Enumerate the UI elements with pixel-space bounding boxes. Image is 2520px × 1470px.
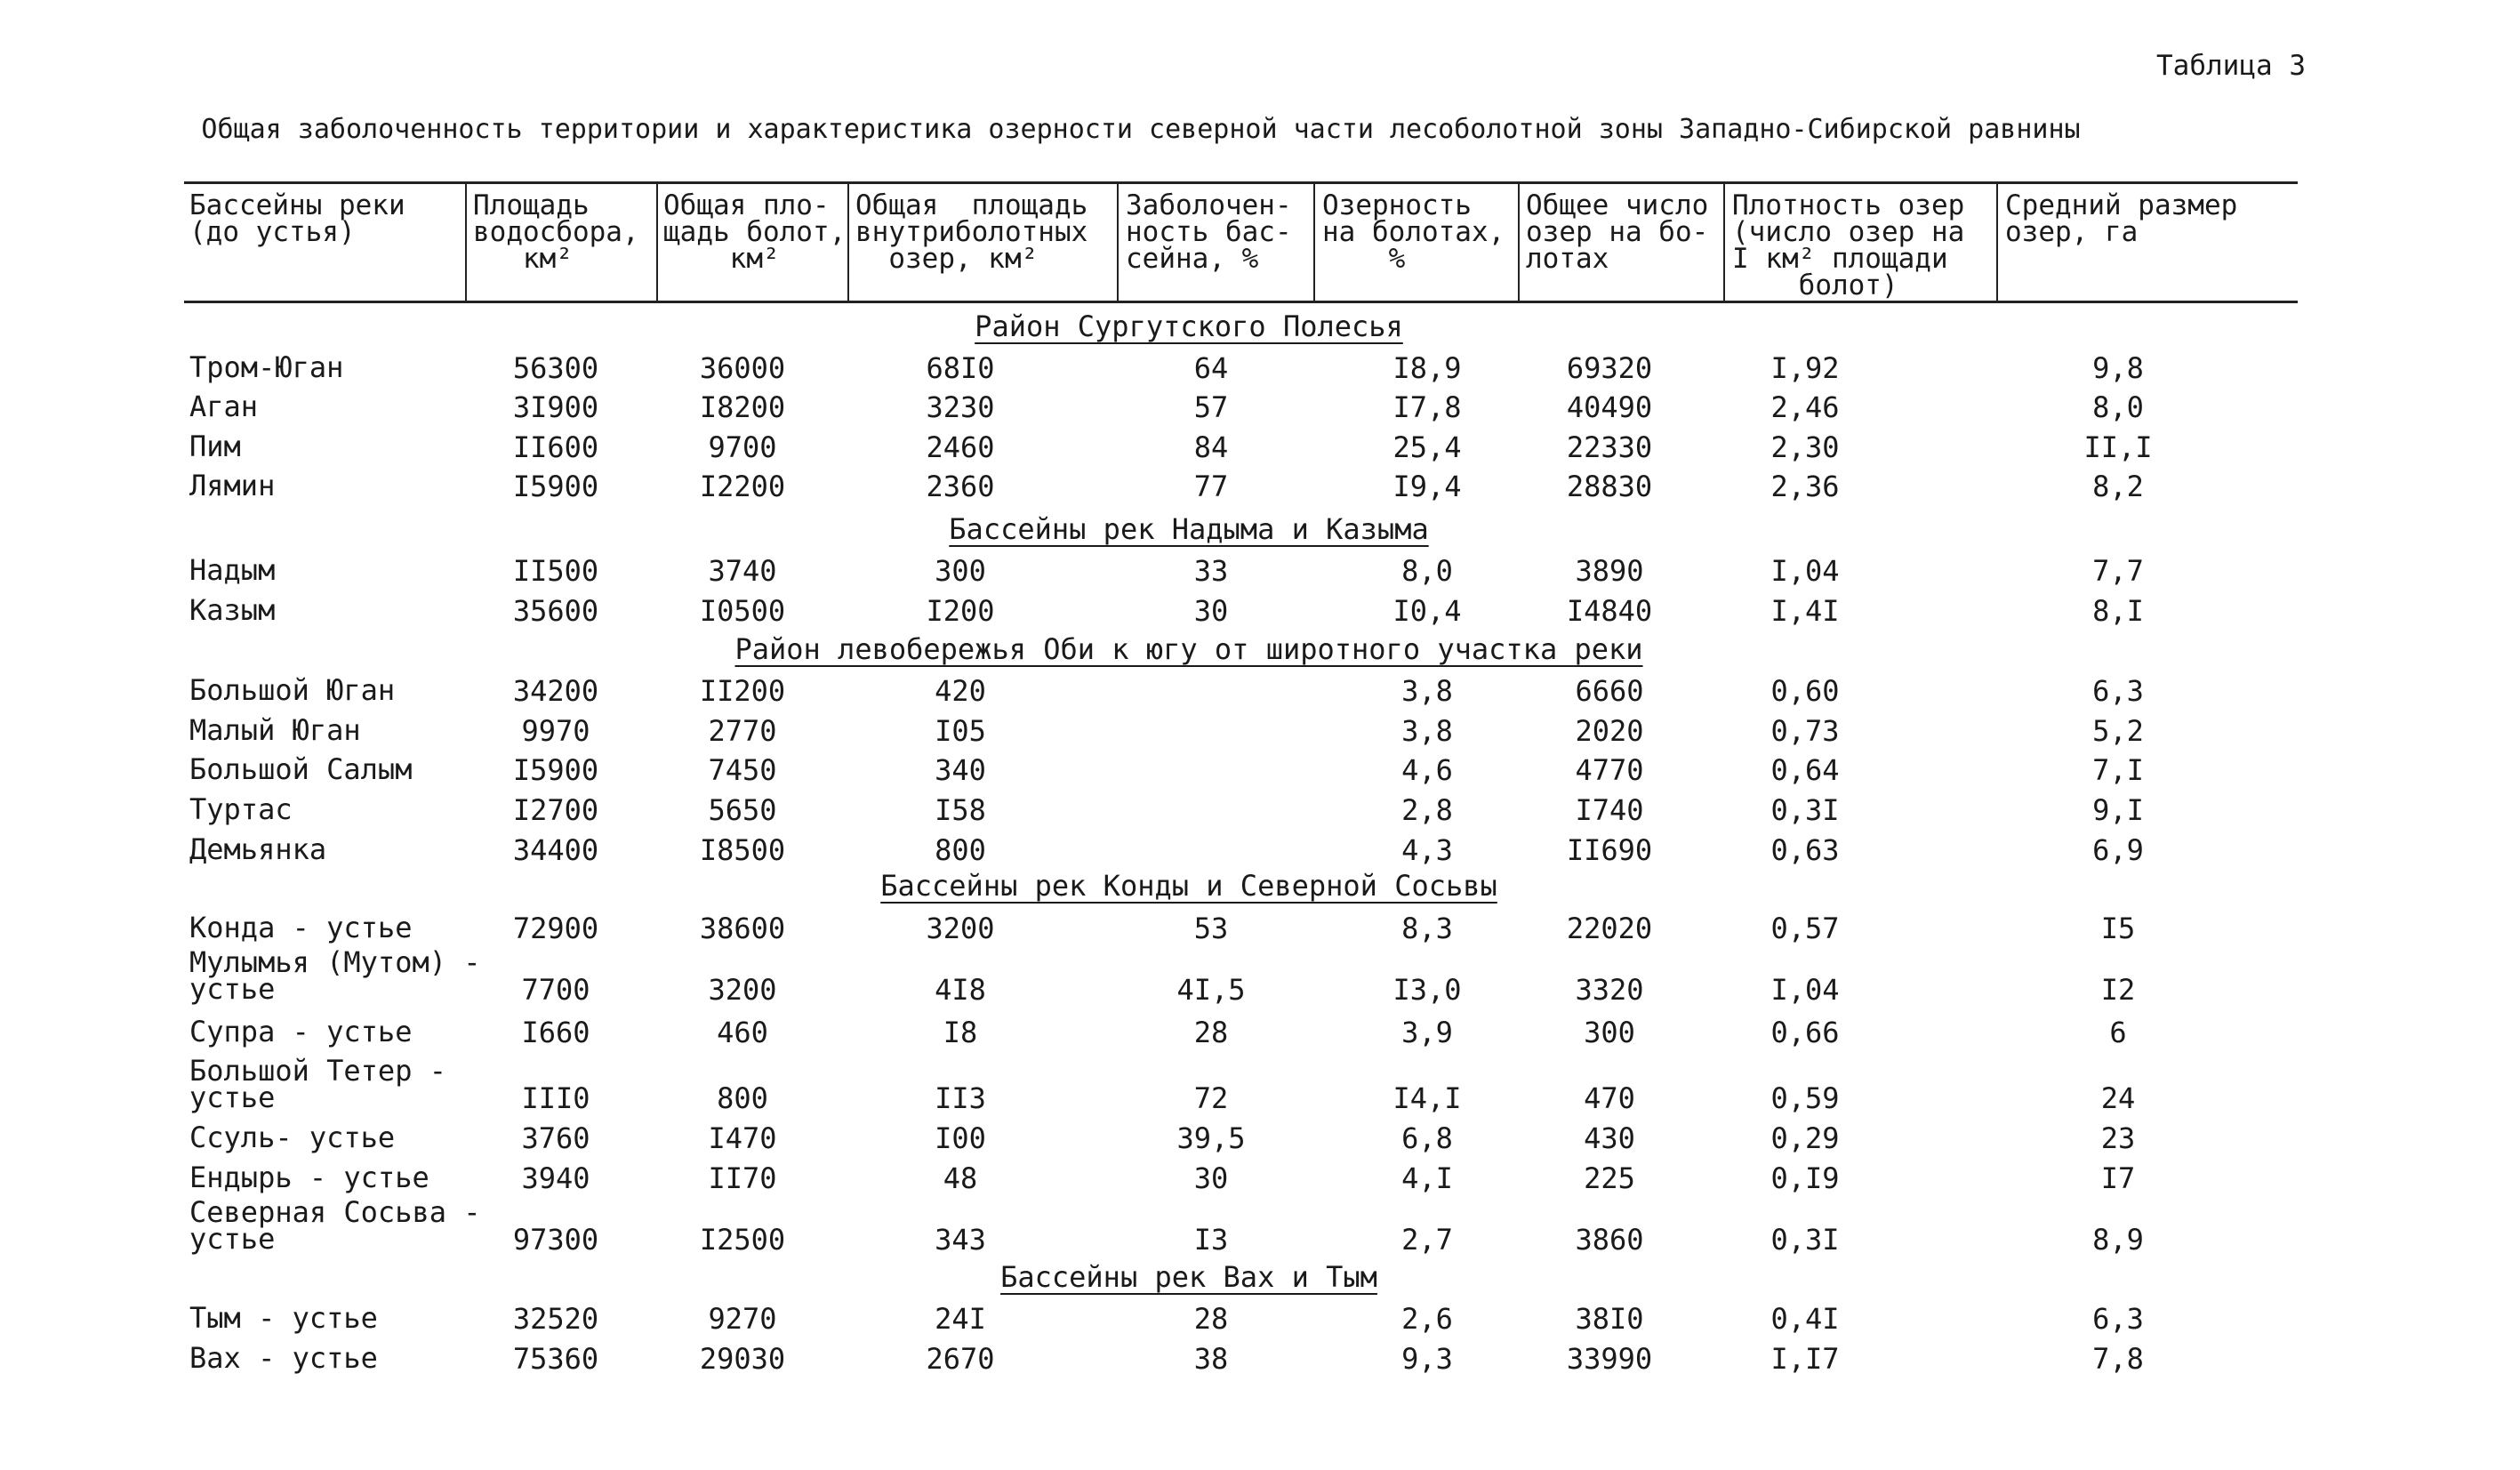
basin-name: Надым: [189, 553, 276, 587]
table-cell: 2770: [708, 714, 777, 748]
table-cell: II500: [512, 554, 599, 588]
table-cell: 48: [943, 1161, 978, 1195]
table-cell: 9,3: [1401, 1342, 1453, 1376]
table-cell: 6,3: [2092, 674, 2144, 708]
header-catchment-area: Площадь водосбора, км²: [473, 189, 639, 275]
table-cell: 470: [1584, 1081, 1635, 1115]
table-cell: 39,5: [1176, 1121, 1246, 1155]
table-cell: 4770: [1575, 753, 1644, 787]
column-divider: [656, 183, 658, 301]
basin-name: Вах - устье: [189, 1341, 378, 1375]
table-cell: I4,I: [1392, 1081, 1462, 1115]
table-cell: I,04: [1770, 554, 1840, 588]
table-cell: 6,8: [1401, 1121, 1453, 1155]
table-cell: I,I7: [1770, 1342, 1840, 1376]
table-cell: 30: [1193, 1161, 1229, 1195]
table-cell: 28830: [1566, 470, 1653, 503]
table-cell: 2,46: [1770, 390, 1840, 424]
table-cell: 8,0: [1401, 554, 1453, 588]
column-divider: [1996, 183, 1998, 301]
section-title: Район Сургутского Полесья: [975, 309, 1403, 343]
table-cell: 5650: [708, 793, 777, 827]
table-cell: 0,29: [1770, 1121, 1840, 1155]
table-cell: 0,73: [1770, 714, 1840, 748]
table-cell: 0,I9: [1770, 1161, 1840, 1195]
basin-name: Пим: [189, 430, 241, 463]
table-cell: 24: [2100, 1081, 2136, 1115]
table-cell: I,92: [1770, 351, 1840, 385]
table-cell: 34200: [512, 674, 599, 708]
table-cell: I7: [2100, 1161, 2136, 1195]
basin-name: Лямин: [189, 469, 276, 502]
table-cell: 35600: [512, 594, 599, 628]
table-cell: 0,64: [1770, 753, 1840, 787]
table-cell: 33990: [1566, 1342, 1653, 1376]
table-cell: 6660: [1575, 674, 1644, 708]
table-cell: 0,60: [1770, 674, 1840, 708]
table-cell: 225: [1584, 1161, 1635, 1195]
table-cell: 77: [1193, 470, 1229, 503]
table-cell: II3: [935, 1081, 986, 1115]
table-cell: 40490: [1566, 390, 1653, 424]
table-cell: 28: [1193, 1016, 1229, 1049]
table-cell: 4,3: [1401, 833, 1453, 867]
table-cell: 68I0: [926, 351, 995, 385]
table-cell: I740: [1575, 793, 1644, 827]
table-cell: I7,8: [1392, 390, 1462, 424]
header-lake-count: Общее число озер на бо- лотах: [1526, 189, 1709, 275]
table-cell: II690: [1566, 833, 1653, 867]
table-cell: I660: [521, 1016, 590, 1049]
table-cell: 420: [935, 674, 986, 708]
table-cell: 2,36: [1770, 470, 1840, 503]
table-cell: 3740: [708, 554, 777, 588]
table-cell: 0,59: [1770, 1081, 1840, 1115]
table-cell: I8500: [699, 833, 786, 867]
table-cell: 460: [717, 1016, 768, 1049]
table-cell: 38: [1193, 1342, 1229, 1376]
table-cell: 7450: [708, 753, 777, 787]
basin-name: Малый Юган: [189, 713, 361, 747]
table-cell: 64: [1193, 351, 1229, 385]
table-cell: I3: [1193, 1223, 1229, 1257]
header-basin: Бассейны реки (до устья): [189, 189, 405, 248]
table-cell: 75360: [512, 1342, 599, 1376]
table-cell: 72: [1193, 1081, 1229, 1115]
table-cell: 4,I: [1401, 1161, 1453, 1195]
section-title: Район левобережья Оби к югу от широтного участка реки: [734, 632, 1643, 666]
header-rule-bottom: [184, 301, 2298, 303]
table-cell: 38I0: [1575, 1302, 1644, 1336]
basin-name: Северная Сосьва - устье: [189, 1195, 481, 1256]
table-cell: I00: [935, 1121, 986, 1155]
basin-name: Ссуль- устье: [189, 1121, 396, 1154]
header-paludification: Заболочен- ность бас- сейна, %: [1126, 189, 1292, 275]
table-cell: I2200: [699, 470, 786, 503]
table-cell: 0,4I: [1770, 1302, 1840, 1336]
table-cell: 7,I: [2092, 753, 2144, 787]
basin-name: Казым: [189, 593, 276, 627]
table-cell: I3,0: [1392, 973, 1462, 1007]
table-cell: 9700: [708, 430, 777, 464]
table-cell: 3,8: [1401, 674, 1453, 708]
table-cell: 84: [1193, 430, 1229, 464]
table-cell: 7,8: [2092, 1342, 2144, 1376]
table-cell: 3200: [708, 973, 777, 1007]
table-cell: I8200: [699, 390, 786, 424]
table-cell: I2: [2100, 973, 2136, 1007]
column-divider: [847, 183, 849, 301]
table-cell: 2,30: [1770, 430, 1840, 464]
table-cell: I5900: [512, 753, 599, 787]
table-cell: 4,6: [1401, 753, 1453, 787]
column-divider: [465, 183, 467, 301]
table-cell: 4I8: [935, 973, 986, 1007]
basin-name: Тром-Юган: [189, 350, 344, 384]
table-cell: 6: [2109, 1016, 2127, 1049]
table-cell: 3320: [1575, 973, 1644, 1007]
table-cell: 3I900: [512, 390, 599, 424]
table-cell: 7,7: [2092, 554, 2144, 588]
column-divider: [1723, 183, 1725, 301]
table-cell: 5,2: [2092, 714, 2144, 748]
table-cell: 2020: [1575, 714, 1644, 748]
table-cell: 29030: [699, 1342, 786, 1376]
table-cell: I,04: [1770, 973, 1840, 1007]
table-cell: 57: [1193, 390, 1229, 424]
header-bog-area: Общая пло- щадь болот, км²: [663, 189, 847, 275]
header-lake-area: Общая площадь внутриболотных озер, км²: [855, 189, 1088, 275]
table-cell: 800: [935, 833, 986, 867]
header-lake-density: Плотность озер (число озер на I км² площади болот): [1732, 189, 1965, 301]
column-divider: [1117, 183, 1119, 301]
table-cell: 6,3: [2092, 1302, 2144, 1336]
basin-name: Большой Салым: [189, 752, 413, 786]
table-cell: 0,66: [1770, 1016, 1840, 1049]
table-cell: I0,4: [1392, 594, 1462, 628]
table-cell: I0500: [699, 594, 786, 628]
table-cell: 3940: [521, 1161, 590, 1195]
table-cell: 343: [935, 1223, 986, 1257]
table-cell: 0,57: [1770, 912, 1840, 945]
section-title: Бассейны рек Надыма и Казыма: [949, 512, 1429, 546]
basin-name: Мулымья (Мутом) - устье: [189, 945, 481, 1006]
table-cell: 24I: [935, 1302, 986, 1336]
table-number: Таблица 3: [2156, 50, 2306, 82]
table-cell: 97300: [512, 1223, 599, 1257]
basin-name: Большой Юган: [189, 673, 396, 707]
basin-name: Конда - устье: [189, 911, 413, 944]
basin-name: Ендырь - устье: [189, 1161, 429, 1194]
table-cell: 23: [2100, 1121, 2136, 1155]
section-title: Бассейны рек Конды и Северной Сосьвы: [880, 869, 1497, 903]
table-cell: 340: [935, 753, 986, 787]
table-cell: 7700: [521, 973, 590, 1007]
section-title: Бассейны рек Вах и Тым: [1000, 1260, 1377, 1294]
column-divider: [1518, 183, 1520, 301]
table-cell: 300: [935, 554, 986, 588]
header-mean-size: Средний размер озер, га: [2005, 189, 2238, 248]
table-cell: 8,2: [2092, 470, 2144, 503]
table-cell: 69320: [1566, 351, 1653, 385]
table-cell: 2,6: [1401, 1302, 1453, 1336]
table-cell: III0: [521, 1081, 590, 1115]
table-cell: I5: [2100, 912, 2136, 945]
table-cell: 4I,5: [1176, 973, 1246, 1007]
table-cell: II600: [512, 430, 599, 464]
table-cell: 25,4: [1392, 430, 1462, 464]
table-cell: 22020: [1566, 912, 1653, 945]
table-cell: 3,9: [1401, 1016, 1453, 1049]
table-cell: 6,9: [2092, 833, 2144, 867]
table-cell: 2460: [926, 430, 995, 464]
table-cell: 56300: [512, 351, 599, 385]
table-cell: I2700: [512, 793, 599, 827]
table-cell: 0,3I: [1770, 1223, 1840, 1257]
table-cell: I4840: [1566, 594, 1653, 628]
basin-name: Супра - устье: [189, 1015, 413, 1048]
basin-name: Аган: [189, 390, 259, 423]
basin-name: Большой Тетер - устье: [189, 1054, 446, 1114]
table-cell: 22330: [1566, 430, 1653, 464]
basin-name: Туртас: [189, 792, 293, 826]
column-divider: [1313, 183, 1315, 301]
table-cell: 38600: [699, 912, 786, 945]
table-cell: 8,9: [2092, 1223, 2144, 1257]
basin-name: Тым - устье: [189, 1301, 378, 1335]
table-cell: 8,3: [1401, 912, 1453, 945]
table-cell: I8: [943, 1016, 978, 1049]
table-cell: I470: [708, 1121, 777, 1155]
table-cell: 3,8: [1401, 714, 1453, 748]
table-cell: 9270: [708, 1302, 777, 1336]
table-cell: I5900: [512, 470, 599, 503]
table-cell: 2670: [926, 1342, 995, 1376]
table-cell: 34400: [512, 833, 599, 867]
table-cell: 53: [1193, 912, 1229, 945]
table-cell: I8,9: [1392, 351, 1462, 385]
table-cell: 3760: [521, 1121, 590, 1155]
table-cell: 800: [717, 1081, 768, 1115]
table-cell: 300: [1584, 1016, 1635, 1049]
table-cell: 2,7: [1401, 1223, 1453, 1257]
table-cell: I05: [935, 714, 986, 748]
basin-name: Демьянка: [189, 832, 327, 866]
table-cell: I200: [926, 594, 995, 628]
header-lake-percent: Озерность на болотах, %: [1322, 189, 1505, 275]
table-cell: I,4I: [1770, 594, 1840, 628]
table-cell: 32520: [512, 1302, 599, 1336]
table-cell: 3230: [926, 390, 995, 424]
header-rule-top: [184, 181, 2298, 184]
table-cell: 430: [1584, 1121, 1635, 1155]
table-cell: 2,8: [1401, 793, 1453, 827]
table-cell: I9,4: [1392, 470, 1462, 503]
table-cell: 9,8: [2092, 351, 2144, 385]
table-cell: 8,0: [2092, 390, 2144, 424]
table-cell: 33: [1193, 554, 1229, 588]
table-cell: 3860: [1575, 1223, 1644, 1257]
table-cell: 3200: [926, 912, 995, 945]
table-cell: 0,3I: [1770, 793, 1840, 827]
table-cell: 3890: [1575, 554, 1644, 588]
table-cell: II70: [708, 1161, 777, 1195]
table-cell: II200: [699, 674, 786, 708]
table-cell: 72900: [512, 912, 599, 945]
table-cell: 0,63: [1770, 833, 1840, 867]
table-cell: 9,I: [2092, 793, 2144, 827]
table-cell: 36000: [699, 351, 786, 385]
table-cell: I2500: [699, 1223, 786, 1257]
table-cell: 2360: [926, 470, 995, 503]
table-cell: 8,I: [2092, 594, 2144, 628]
table-cell: 9970: [521, 714, 590, 748]
table-cell: I58: [935, 793, 986, 827]
table-cell: II,I: [2083, 430, 2153, 464]
table-cell: 30: [1193, 594, 1229, 628]
table-title: Общая заболоченность территории и характеристика озерности северной части лесоболотной зоны Западно-Сибирской равнины: [201, 114, 2081, 145]
table-cell: 28: [1193, 1302, 1229, 1336]
